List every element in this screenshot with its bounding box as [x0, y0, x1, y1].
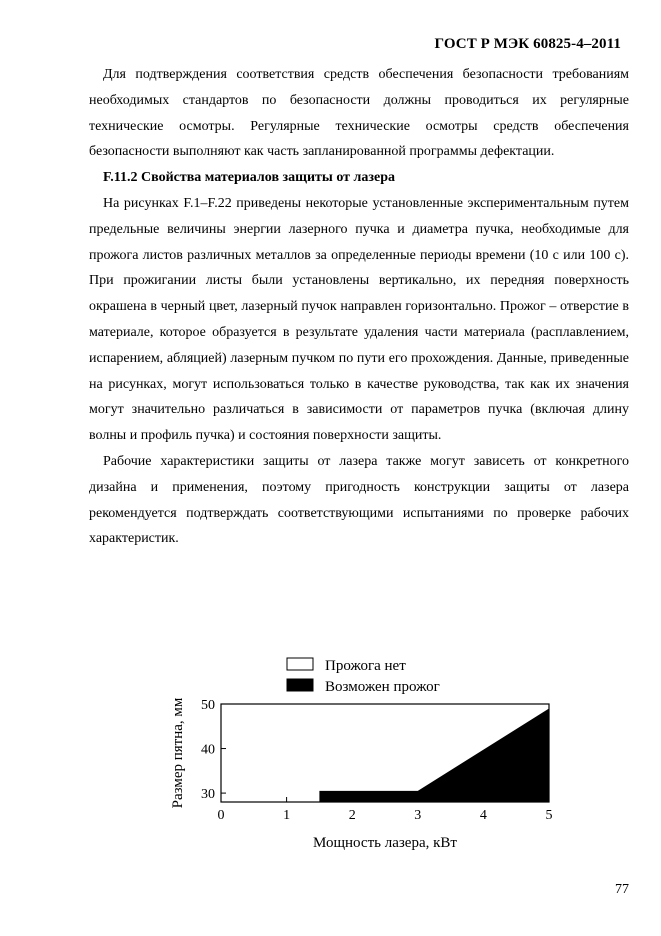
section-heading: F.11.2 Свойства материалов защиты от лазера	[103, 170, 395, 186]
document-id-header: ГОСТ Р МЭК 60825-4–2011	[434, 36, 621, 52]
y-tick-label: 50	[201, 698, 215, 713]
x-tick-label: 2	[348, 808, 356, 823]
paragraph-materials: На рисунках F.1–F.22 приведены некоторые установленные экспериментальным путем предельные величины энергии лазерного пучка и диаметра пучка, необходимые для прожога листов различных металлов за определенные периоды времени (10 с или 100 с). При прожигании листы были установлены вертикально, их передняя поверхность окрашена в черный цвет, лазерный пучок направлен горизонтально. Прожог – отверстие в материале, которое образуется в результате удаления части материала (расплавлением, испарением, абляцией) лазерным пучком по пути его прохождения. Данные, приведенные на рисунках, могут использоваться только в качестве руководства, так как их значения могут значительно различаться в зависимости от параметров пучка (включая длину волны и профиль пучка) и состояния поверхности защиты.	[89, 195, 629, 444]
paragraph-characteristics: Рабочие характеристики защиты от лазера также могут зависеть от конкретного дизайна и применения, поэтому пригодность конструкции защиты от лазера рекомендуется подтверждать соответствующими испытаниями по проверке рабочих характеристик.	[89, 453, 629, 547]
burn-through-chart	[0, 640, 661, 860]
legend-label-no-burn: Прожога нет	[325, 658, 406, 674]
x-tick-label: 1	[283, 808, 291, 823]
paragraph-inspections: Для подтверждения соответствия средств обеспечения безопасности требованиям необходимых стандартов по безопасности должны проводиться их регулярные технические осмотры. Регулярные технические осмотры средств обеспечения безопасности выполняют как часть запланированной программы дефектации.	[89, 67, 629, 160]
chart-legend	[287, 658, 440, 695]
x-tick-label: 4	[479, 808, 487, 823]
legend-label-burn: Возможен прожог	[325, 679, 440, 695]
y-tick-label: 40	[201, 742, 215, 758]
y-axis-title: Размер пятна, мм	[170, 697, 186, 809]
plot-area	[201, 698, 553, 823]
x-tick-label: 3	[414, 808, 422, 823]
page-number: 77	[615, 882, 629, 897]
x-tick-label: 0	[217, 808, 225, 823]
x-tick-label: 5	[545, 808, 553, 823]
document-body	[89, 62, 629, 552]
legend-swatch-no-burn	[287, 658, 313, 670]
x-axis-title: Мощность лазера, кВт	[313, 835, 457, 851]
legend-swatch-burn	[287, 679, 313, 691]
y-tick-label: 30	[201, 787, 215, 803]
